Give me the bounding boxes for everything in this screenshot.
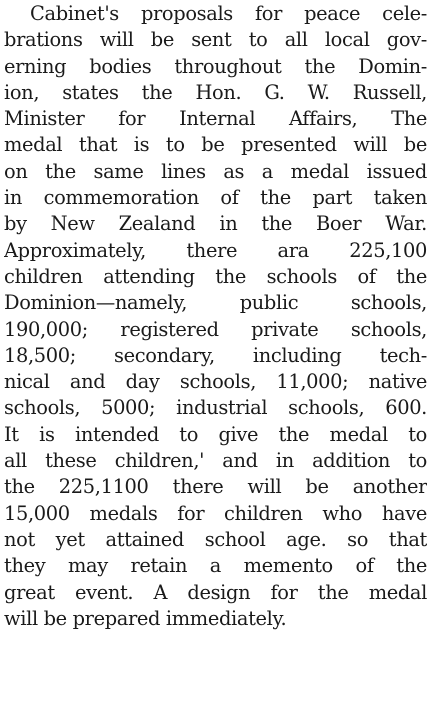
article-line: Minister for Internal Affairs, The <box>4 107 427 131</box>
article-line: ion, states the Hon. G. W. Russell, <box>4 80 427 104</box>
article-line: they may retain a memento of the <box>4 554 427 578</box>
article-line: brations will be sent to all local gov- <box>4 28 427 52</box>
article-line: will be prepared immediately. <box>4 606 287 630</box>
article-line: Cabinet's proposals for peace cele- <box>30 2 427 25</box>
article-line: erning bodies throughout the Domin- <box>4 54 427 78</box>
article-line: on the same lines as a medal issued <box>4 159 427 183</box>
article-line: Approximately, there ara 225,100 <box>4 238 427 262</box>
article-line: children attending the schools of the <box>4 264 427 288</box>
article-line: in commemoration of the part taken <box>4 186 427 210</box>
article-line: all these children,' and in addition to <box>4 449 427 473</box>
article-line: Dominion—namely, public schools, <box>4 291 427 315</box>
article-line: not yet attained school age. so that <box>4 527 427 551</box>
article-line: schools, 5000; industrial schools, 600. <box>4 396 427 420</box>
article-line: 190,000; registered private schools, <box>4 317 427 341</box>
article-line: It is intended to give the medal to <box>4 422 427 446</box>
article-line: 15,000 medals for children who have <box>4 501 427 525</box>
article-line: medal that is to be presented will be <box>4 133 427 157</box>
article-line: nical and day schools, 11,000; native <box>4 370 427 394</box>
article-line: great event. A design for the medal <box>4 580 427 604</box>
article-line: 18,500; secondary, including tech- <box>4 343 427 367</box>
article-line: the 225,1100 there will be another <box>4 475 427 499</box>
article-line: by New Zealand in the Boer War. <box>4 212 427 236</box>
